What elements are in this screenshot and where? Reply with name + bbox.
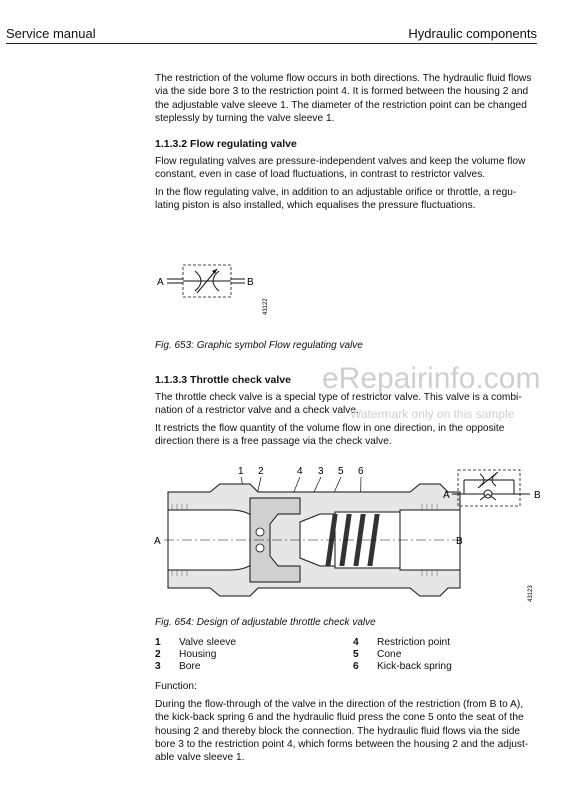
callout-2: 2 — [258, 466, 264, 477]
legend-item: 1 Valve sleeve — [155, 637, 237, 648]
throttle-check-valve-symbol — [443, 470, 541, 506]
callout-4: 4 — [297, 466, 303, 477]
callout-1: 1 — [238, 466, 244, 477]
fig654-label-b: B — [456, 536, 463, 547]
flow-regulating-para-2: In the flow regulating valve, in addition to an adjustable orifice or throttle, a regu-lating piston is also installed, which equalises the pressure fluctuations. — [155, 187, 517, 212]
header-divider — [6, 43, 537, 44]
flow-regulating-para-1: Flow regulating valves are pressure-independent valves and keep the volume flow constant, even in case of load fluctuations, in contrast to restrictor valves. — [155, 156, 526, 181]
legend-item: 3 Bore — [155, 661, 201, 672]
legend-item: 6 Kick-back spring — [353, 661, 452, 672]
watermark-text: eRepairinfo.com — [322, 362, 541, 395]
function-label: Function: — [155, 681, 197, 692]
fig653-label-b: B — [247, 277, 254, 288]
throttle-check-valve-drawing — [150, 462, 545, 612]
flow-regulating-valve-symbol — [155, 255, 285, 325]
callout-3: 3 — [318, 466, 324, 477]
fig654-caption: Fig. 654: Design of adjustable throttle check valve — [155, 617, 376, 628]
fig653-caption: Fig. 653: Graphic symbol Flow regulating valve — [155, 340, 363, 351]
section-heading-flow-regulating: 1.1.3.2 Flow regulating valve — [155, 138, 297, 150]
fig653-label-a: A — [157, 277, 164, 288]
throttle-check-para-1: The throttle check valve is a special type of restrictor valve. This valve is a combi-nation of a restrictor valve and a check valve. — [155, 392, 522, 417]
function-paragraph: During the flow-through of the valve in the direction of the restriction (from B to A), the kick-back spring 6 and the hydraulic fluid press the cone 5 onto the seat of the housing 2 and thereby block the connection. The hydraulic fluid flows via the side bore 3 to the restriction point 4, which forms between the housing 2 and the adjust-able valve sleeve 1. — [155, 699, 529, 764]
fig653-image-id: 43122 — [263, 298, 269, 315]
header-left: Service manual — [6, 26, 96, 41]
fig654-symbol-b: B — [534, 490, 541, 501]
fig654-label-a: A — [154, 536, 161, 547]
watermark-subtext: Watermark only on this sample — [350, 407, 515, 421]
legend-item: 5 Cone — [353, 649, 402, 660]
fig654-image-id: 43123 — [528, 585, 534, 602]
intro-paragraph: The restriction of the volume flow occurs in both directions. The hydraulic fluid flows via the side bore 3 to the restriction point 4. It is formed between the housing 2 and the adjustable valve sleeve 1. The diameter of the restriction point can be changed steplessly by turning the valve sleeve 1. — [155, 73, 532, 124]
callout-6: 6 — [358, 466, 364, 477]
legend-item: 4 Restriction point — [353, 637, 451, 648]
callout-5: 5 — [338, 466, 344, 477]
header-right: Hydraulic components — [408, 26, 537, 41]
legend-item: 2 Housing — [155, 649, 217, 660]
throttle-check-para-2: It restricts the flow quantity of the volume flow in one direction, in the opposite direction there is a free passage via the check valve. — [155, 423, 505, 448]
section-heading-throttle-check: 1.1.3.3 Throttle check valve — [155, 374, 291, 386]
fig654-symbol-a: A — [443, 490, 450, 501]
